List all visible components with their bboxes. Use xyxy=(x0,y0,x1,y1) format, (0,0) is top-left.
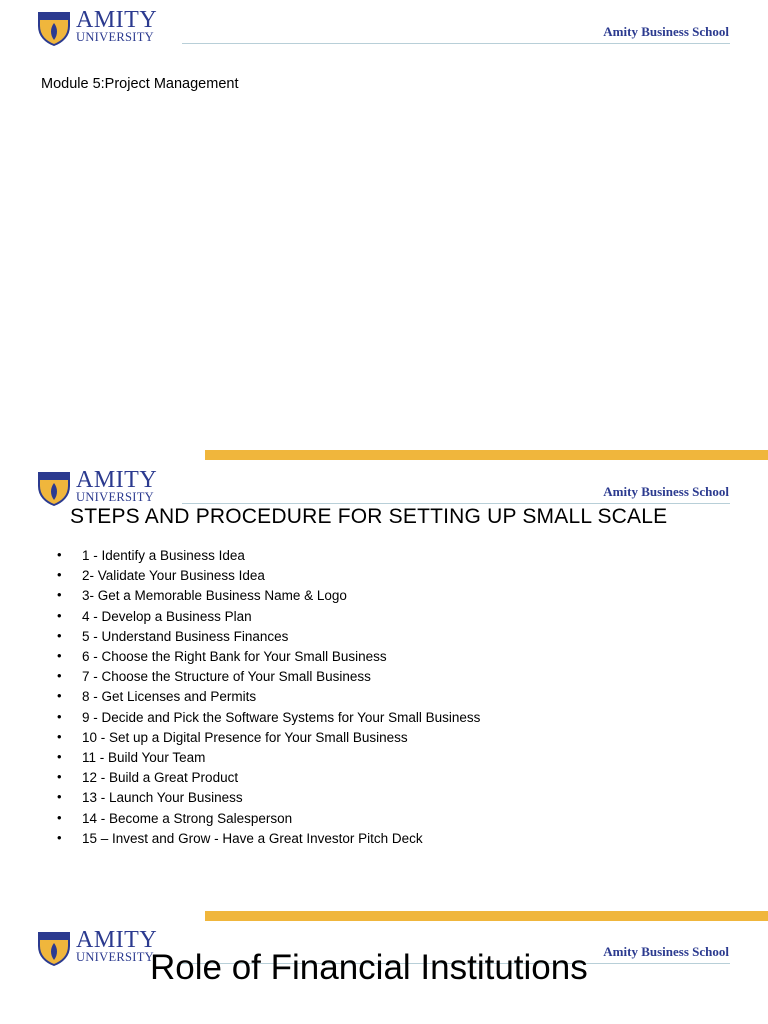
logo-text-university: UNIVERSITY xyxy=(76,490,154,504)
amity-logo xyxy=(36,7,176,46)
logo-text-university: UNIVERSITY xyxy=(76,950,154,964)
list-item: • 4 - Develop a Business Plan xyxy=(56,607,480,627)
school-name: Amity Business School xyxy=(603,484,729,499)
list-item: • 15 – Invest and Grow - Have a Great Investor Pitch Deck xyxy=(56,829,480,849)
amity-shield-icon xyxy=(36,470,72,506)
logo-text-amity: AMITY xyxy=(76,7,158,33)
list-item: • 6 - Choose the Right Bank for Your Small Business xyxy=(56,647,480,667)
list-item: • 13 - Launch Your Business xyxy=(56,788,480,808)
list-item: • 8 - Get Licenses and Permits xyxy=(56,687,480,707)
slide-title: STEPS AND PROCEDURE FOR SETTING UP SMALL SCALE xyxy=(70,505,668,528)
logo-text-university: UNIVERSITY xyxy=(76,30,154,44)
logo-text-amity: AMITY xyxy=(76,927,158,953)
amity-shield-icon xyxy=(36,930,72,966)
list-item: • 11 - Build Your Team xyxy=(56,748,480,768)
list-item: • 2- Validate Your Business Idea xyxy=(56,566,480,586)
gold-divider-bar xyxy=(205,450,768,460)
list-item: • 3- Get a Memorable Business Name & Logo xyxy=(56,586,480,606)
slide-financial-institutions xyxy=(0,920,768,1024)
amity-logo xyxy=(36,467,176,506)
school-name: Amity Business School xyxy=(603,24,729,39)
list-item: • 5 - Understand Business Finances xyxy=(56,627,480,647)
list-item: • 9 - Decide and Pick the Software Systems for Your Small Business xyxy=(56,708,480,728)
slide-steps xyxy=(0,460,768,920)
steps-list xyxy=(56,546,480,849)
slide-module-5 xyxy=(0,0,768,460)
list-item: • 1 - Identify a Business Idea xyxy=(56,546,480,566)
module-subtitle: Module 5:Project Management xyxy=(41,76,239,92)
amity-shield-icon xyxy=(36,10,72,46)
header-divider xyxy=(182,43,730,44)
slide-title: Role of Financial Institutions xyxy=(150,948,588,987)
list-item: • 10 - Set up a Digital Presence for Your Small Business xyxy=(56,728,480,748)
school-name: Amity Business School xyxy=(603,944,729,959)
list-item: • 14 - Become a Strong Salesperson xyxy=(56,809,480,829)
logo-text-amity: AMITY xyxy=(76,467,158,493)
list-item: • 12 - Build a Great Product xyxy=(56,768,480,788)
header-divider xyxy=(182,503,730,504)
list-item: • 7 - Choose the Structure of Your Small Business xyxy=(56,667,480,687)
